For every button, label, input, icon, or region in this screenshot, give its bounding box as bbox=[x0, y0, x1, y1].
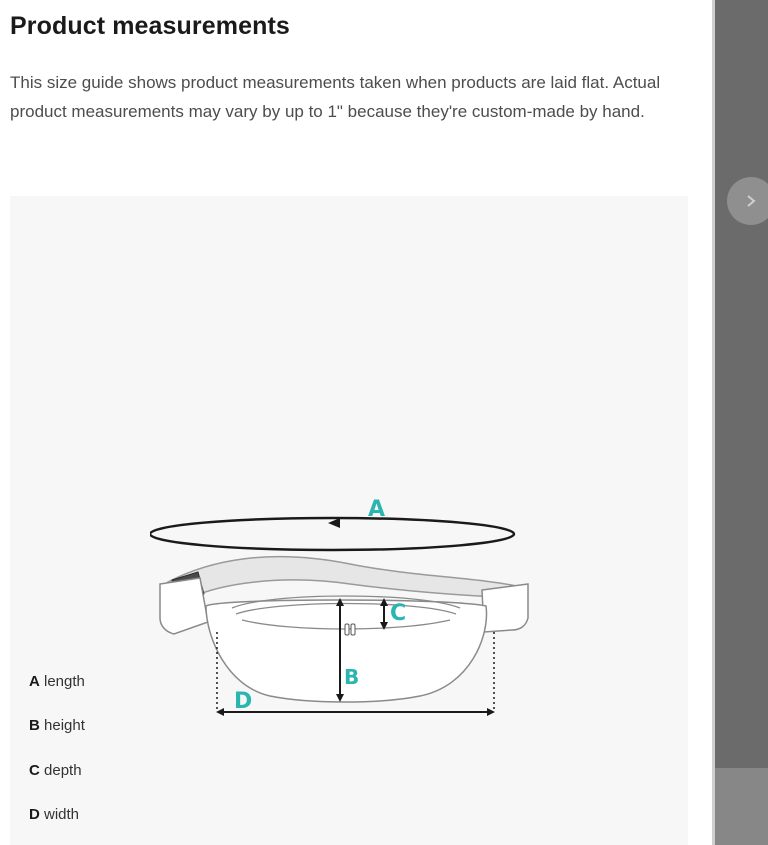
legend-text: length bbox=[39, 673, 85, 690]
width-arrowhead-right bbox=[487, 708, 495, 716]
label-b: B bbox=[344, 665, 360, 689]
page-title: Product measurements bbox=[10, 12, 290, 40]
size-guide-description: This size guide shows product measurements taken when products are laid flat. Actual product measurements may vary by up to 1" because they're custom-made by hand. bbox=[10, 73, 661, 121]
width-arrowhead-left bbox=[216, 708, 224, 716]
label-d: D bbox=[234, 689, 253, 714]
legend-key: D bbox=[29, 806, 40, 823]
panel-divider bbox=[712, 0, 715, 845]
legend-key: B bbox=[29, 717, 40, 734]
legend-text: width bbox=[39, 806, 80, 823]
legend-item-depth bbox=[29, 762, 82, 779]
fanny-pack-diagram bbox=[150, 486, 550, 726]
legend-text: height bbox=[39, 717, 85, 734]
backdrop-lower-region bbox=[712, 768, 768, 845]
strap-band bbox=[168, 557, 516, 598]
legend-item-width bbox=[29, 806, 79, 823]
zipper-pull-right bbox=[351, 624, 355, 635]
legend-key: A bbox=[29, 673, 40, 690]
legend-text: depth bbox=[39, 762, 82, 779]
measurement-figure bbox=[10, 196, 688, 845]
right-strap-end bbox=[482, 584, 528, 632]
modal-backdrop[interactable] bbox=[712, 0, 768, 845]
left-strap-end bbox=[160, 578, 208, 634]
legend-item-height bbox=[29, 717, 85, 734]
length-arrowhead bbox=[328, 518, 340, 528]
legend-key: C bbox=[29, 762, 40, 779]
chevron-right-icon bbox=[744, 193, 758, 209]
carousel-next-button[interactable] bbox=[727, 177, 768, 225]
legend-item-length bbox=[29, 673, 85, 690]
label-c: C bbox=[390, 601, 407, 626]
label-a: A bbox=[368, 497, 386, 522]
zipper-pull-left bbox=[345, 624, 349, 635]
